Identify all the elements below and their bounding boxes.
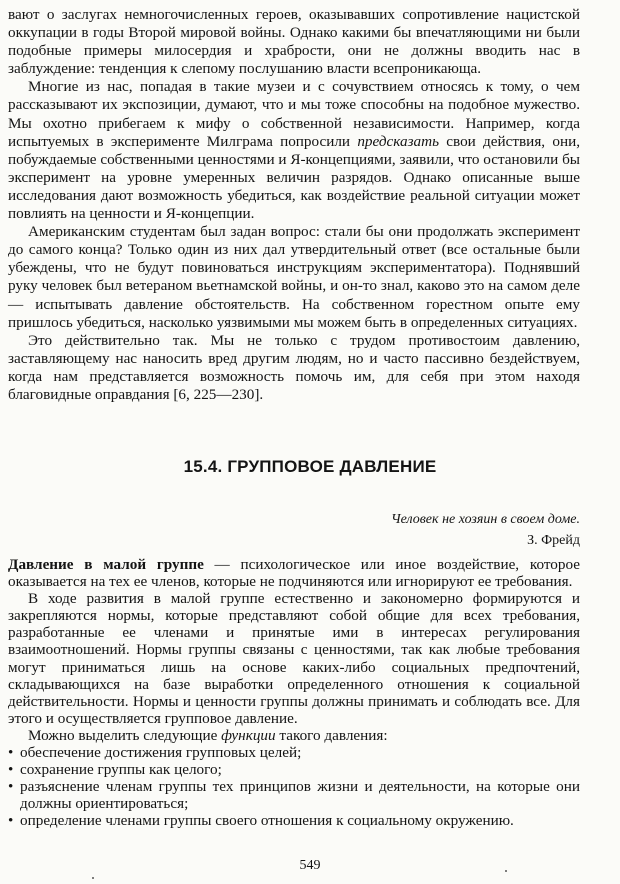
norms-paragraph: В ходе развития в малой группе естественно и закономерно формируются и закрепляются нормы, которые представляют собой общие для всех требования, разработанные ее членами и принятые ими в интересах регулирования взаимоотношений. Нормы группы связаны с ценностями, так как любые требования могут приниматься лишь на основе каких-либо социальных предпочтений, складывающихся на базе выработки определенного отношения к социальной действительности. Нормы и ценности группы должны принимать и соблюдать все. Для этого и осуществляется групповое давление. xyxy=(8,590,580,727)
bullet-icon: • xyxy=(8,744,14,762)
bullet-icon: • xyxy=(8,761,14,779)
list-item xyxy=(8,744,580,761)
section-body xyxy=(8,556,580,830)
list-item xyxy=(8,778,580,812)
paragraph-continuation: вают о заслугах немногочисленных героев, оказывавших сопротивление нацистской оккупации в годы Второй мировой войны. Однако какими бы впечатляющими ни были подобные примеры милосердия и храбрости, они не должны вводить нас в заблуждение: тенденция к слепому послушанию власти всепроникающа. xyxy=(8,6,580,78)
list-item xyxy=(8,761,580,778)
paragraph-museums-part-b: свои действия, они, побуждаемые собственными ценностями и Я-концепциями, заявили, что остановили бы эксперимент на уровне умеренных величин разрядов. Однако описанные выше исследования дают возможность убедиться, как воздействие реальной ситуации может повлиять на ценности и Я-концепции. xyxy=(8,132,580,223)
paragraph-students: Американским студентам был задан вопрос: стали бы они продолжать эксперимент до самого конца? Только один из них дал утвердительный ответ (все остальные были убеждены, что не будут повиноваться инструкциям экспериментатора). Поднявший руку человек был ветераном вьетнамской войны, и он-то знал, каково это на самом деле — испытывать давление обстоятельств. На собственном горестном опыте ему пришлось убедиться, насколько уязвимыми мы можем быть в определенных ситуациях. xyxy=(8,223,580,331)
definition-text: — психологическое или иное воздействие, которое оказывается на тех ее членов, которые не подчиняются или игнорируют ее требования. xyxy=(8,556,580,591)
functions-intro-post: такого давления: xyxy=(275,726,388,744)
paragraph-museums xyxy=(8,78,580,223)
section-heading: 15.4. ГРУППОВОЕ ДАВЛЕНИЕ xyxy=(183,457,437,476)
bullet-icon: • xyxy=(8,778,14,796)
definition-term: Давление в малой группе xyxy=(8,556,204,573)
functions-intro-pre: Можно выделить следующие xyxy=(28,726,222,744)
list-item-text: разъяснение членам группы тех принципов жизни и деятельности, на которые они должны ориентироваться; xyxy=(20,778,580,813)
page-number: 549 xyxy=(299,858,321,873)
epigraph-quote: Человек не хозяин в своем доме. xyxy=(390,512,580,527)
paragraph-conclusion: Это действительно так. Мы не только с трудом противостоим давлению, заставляющему нас наносить вред другим людям, но и часто пассивно бездействуем, когда нам представляется возможность помочь им, для себя при этом находя благовидные оправдания [6, 225—230]. xyxy=(8,331,580,403)
epigraph-author: З. Фрейд xyxy=(527,533,580,548)
functions-emphasis: функции xyxy=(221,726,276,744)
functions-list xyxy=(8,744,580,829)
scan-speck xyxy=(505,870,507,872)
list-item-text: сохранение группы как целого; xyxy=(20,761,222,779)
scan-speck xyxy=(92,877,94,879)
definition-paragraph xyxy=(8,556,580,590)
list-item xyxy=(8,812,580,829)
list-item-text: определение членами группы своего отношения к социальному окружению. xyxy=(20,812,514,830)
list-item-text: обеспечение достижения групповых целей; xyxy=(20,744,302,762)
epigraph xyxy=(160,509,580,551)
emphasis-predict: предсказать xyxy=(357,132,440,150)
paragraph-museums-part-a: Многие из нас, попадая в такие музеи и с сочувствием относясь к тому, о чем рассказывают их экспозиции, думают, что и мы тоже способны на подобное мужество. Мы охотно прибегаем к мифу о собственной независимости. Например, когда испытуемых в эксперименте Милграма попросили xyxy=(8,78,580,150)
functions-intro xyxy=(8,727,580,744)
bullet-icon: • xyxy=(8,812,14,830)
top-text-block xyxy=(8,6,580,404)
